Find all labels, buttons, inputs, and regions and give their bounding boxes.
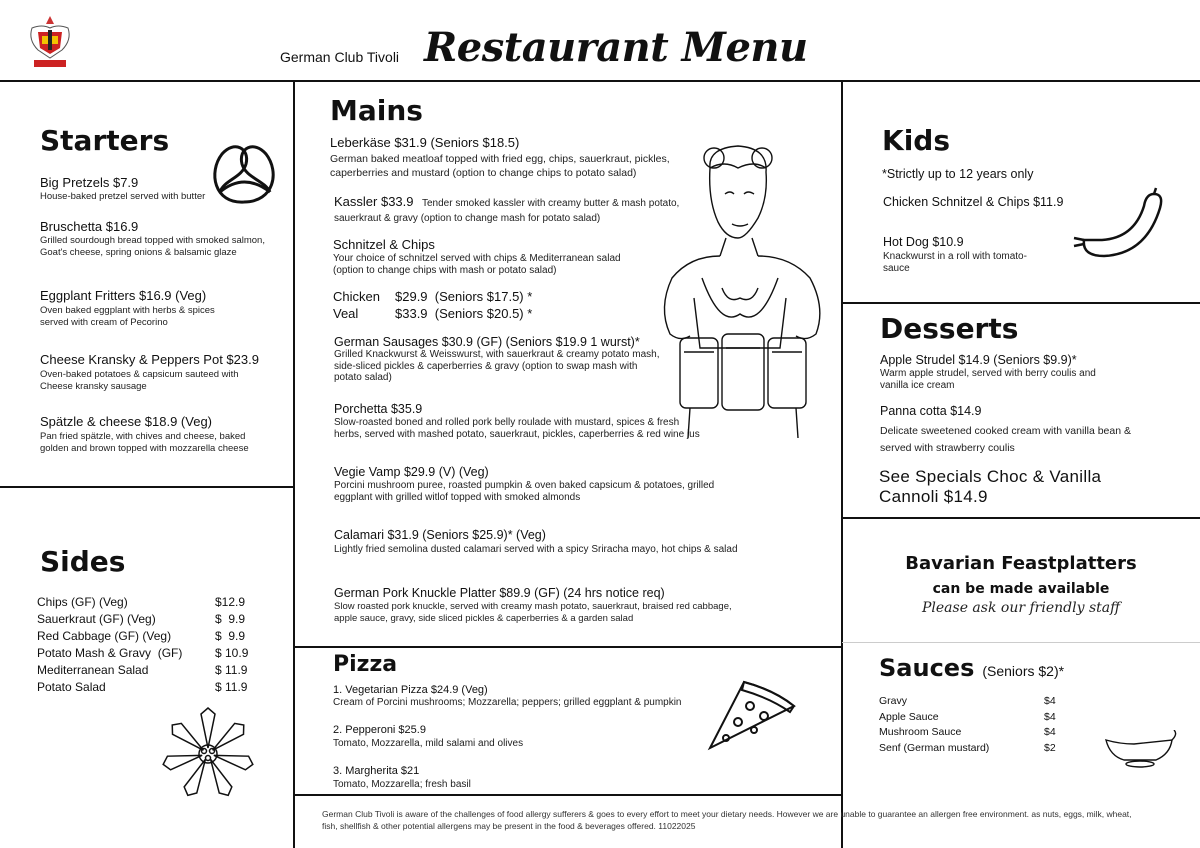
kids-item-name: Hot Dog $10.9 [883,235,964,249]
sauces-list [879,694,1059,756]
starter-desc: Oven-baked potatoes & capsicum sauteed with Cheese kransky sausage [40,369,239,392]
feast-title: Bavarian Feastplatters [905,553,1137,574]
side-row [37,628,257,645]
sauce-name: Gravy [879,695,908,707]
feast-note: Please ask our friendly staff [921,600,1121,616]
sauce-row [879,694,1059,710]
left-column-divider [293,80,295,848]
club-name: German Club Tivoli [280,49,400,65]
sauces-heading: Sauces [879,654,975,682]
side-price: $ 11.9 [215,663,248,677]
side-row [37,594,257,611]
edelweiss-illustration [158,704,258,804]
allergy-notice: German Club Tivoli is aware of the challenges of food allergy sufferers & goes to every effort to meet your dietary needs. However we are unable to guarantee an allergen free environment. as nuts, eggs, milk, wheat, fish, shellfish & other potential allergens may be present in the food & beverages offered. 11022025 [322,809,1132,831]
sauce-row [879,741,1059,757]
main-name: Porchetta $35.9 [334,402,423,416]
dessert-desc: Delicate sweetened cooked cream with vanilla bean & served with strawberry coulis [880,425,1131,454]
kids-heading: Kids [882,124,951,157]
main-name: Kassler $33.9 [334,194,414,209]
pizza-slice-illustration [704,676,800,756]
main-desc: Slow roasted pork knuckle, served with creamy mash potato, sauerkraut, braised red cabbage, apple sauce, gravy, side sliced pickles & caperberries & a garden salad [334,601,732,624]
main-desc: Lightly fried semolina dusted calamari served with a spicy Sriracha mayo, hot chips & salad [334,544,738,555]
side-price: $ 9.9 [215,612,246,626]
schnitzel-price: $29.9 (Seniors $17.5) * [395,289,533,304]
main-desc: Slow-roasted boned and rolled pork belly roulade with mustard, spices & fresh herbs, served with mashed potato, sauerkraut, pickles, caperberries & red wine jus [334,417,700,440]
right-column-divider [841,80,843,848]
side-price: $ 9.9 [215,629,246,643]
sides-list [37,594,257,696]
main-name: Schnitzel & Chips [333,237,435,252]
kids-item-name: Chicken Schnitzel & Chips $11.9 [883,195,1064,209]
dessert-desc: Warm apple strudel, served with berry coulis and vanilla ice cream [880,368,1096,391]
desserts-feast-divider [842,517,1200,519]
header-divider [0,80,1200,82]
starter-name: Big Pretzels $7.9 [40,175,139,190]
menu-title: Restaurant Menu [424,24,808,71]
sauces-heading-row [879,654,1064,682]
feast-subtitle: can be made available [932,581,1110,597]
side-name: Red Cabbage (GF) (Veg) [37,629,172,643]
club-logo [24,10,76,70]
side-row [37,645,257,662]
starter-name: Eggplant Fritters $16.9 (Veg) [40,288,207,303]
side-price: $ 11.9 [215,680,248,694]
sauce-row [879,725,1059,741]
schnitzel-veal-row [333,306,532,321]
side-row [37,662,257,679]
side-name: Potato Mash & Gravy (GF) [37,646,183,660]
schnitzel-price: $33.9 (Seniors $20.5) * [395,306,533,321]
sauce-name: Apple Sauce [879,710,939,723]
pizza-desc: Tomato, Mozzarella; fresh basil [333,779,471,790]
gravy-boat-illustration [1100,730,1180,770]
main-name: Vegie Vamp $29.9 (V) (Veg) [334,465,489,479]
starters-sides-divider [0,486,294,488]
starter-name: Spätzle & cheese $18.9 (Veg) [40,414,213,429]
schnitzel-chicken-row [333,289,532,304]
main-name: German Sausages $30.9 (GF) (Seniors $19.9 1 wurst)* [334,335,640,349]
pizza-desc: Tomato, Mozzarella, mild salami and olives [333,738,524,749]
waitress-illustration [650,138,840,468]
main-desc: Your choice of schnitzel served with chips & Mediterranean salad (option to change chips with mash or potato salad) [333,253,621,276]
pizza-name: 3. Margherita $21 [333,765,420,777]
main-desc: German baked meatloaf topped with fried egg, chips, sauerkraut, pickles, caperberries and mustard (option to change chips to potato salad) [330,153,670,179]
dessert-name: Apple Strudel $14.9 (Seniors $9.9)* [880,353,1077,367]
sauces-seniors: (Seniors $2)* [982,663,1065,679]
main-name: Calamari $31.9 (Seniors $25.9)* (Veg) [334,528,546,542]
kids-desserts-divider [842,302,1200,304]
main-name: German Pork Knuckle Platter $89.9 (GF) (24 hrs notice req) [334,586,665,600]
feast-sauces-divider [842,642,1200,643]
main-desc: Tender smoked kassler with creamy butter & mash potato, sauerkraut & gravy (option to change mash for potato salad) [334,198,680,224]
starter-desc: Oven baked eggplant with herbs & spices served with cream of Pecorino [40,305,215,328]
sauce-price: $4 [1044,726,1056,738]
footer-divider [294,794,842,796]
side-price: $12.9 [215,595,246,609]
dessert-special: See Specials Choc & Vanilla Cannoli $14.9 [879,467,1102,506]
starter-name: Cheese Kransky & Peppers Pot $23.9 [40,352,259,367]
side-row [37,679,257,696]
sides-heading: Sides [40,545,126,578]
pizza-name: 1. Vegetarian Pizza $24.9 (Veg) [333,684,488,696]
side-name: Mediterranean Salad [37,663,149,677]
sausage-illustration [1070,186,1170,262]
sauce-price: $4 [1044,710,1056,723]
side-name: Sauerkraut (GF) (Veg) [37,612,156,626]
side-name: Potato Salad [37,680,106,694]
pizza-name: 2. Pepperoni $25.9 [333,724,426,736]
dessert-name: Panna cotta $14.9 [880,404,982,418]
sauce-name: Senf (German mustard) [879,741,990,754]
sauce-name: Mushroom Sauce [879,726,962,738]
starter-desc: Grilled sourdough bread topped with smoked salmon, Goat's cheese, spring onions & balsamic glaze [40,235,265,258]
side-name: Chips (GF) (Veg) [37,595,128,609]
mains-heading: Mains [330,94,423,127]
sauce-price: $4 [1044,695,1056,707]
starters-heading: Starters [40,124,170,157]
pizza-desc: Cream of Porcini mushrooms; Mozzarella; peppers; grilled eggplant & pumpkin [333,697,682,708]
side-price: $ 10.9 [215,646,249,660]
schnitzel-type: Chicken [333,289,380,304]
starter-name: Bruschetta $16.9 [40,219,139,234]
sauce-row [879,710,1059,726]
main-name: Leberkäse $31.9 (Seniors $18.5) [330,135,520,150]
starter-desc: House-baked pretzel served with butter [40,191,206,202]
kids-note: *Strictly up to 12 years only [882,167,1034,181]
schnitzel-type: Veal [333,306,359,321]
side-row [37,611,257,628]
pizza-heading: Pizza [333,652,398,677]
main-desc: Grilled Knackwurst & Weisswurst, with sauerkraut & creamy potato mash, side-sliced pickles & caperberries & gravy (option to swap mash with potato salad) [334,349,660,383]
main-desc: Porcini mushroom puree, roasted pumpkin & oven baked capsicum & potatoes, grilled eggplant with grilled witlof topped with smoked almonds [334,480,715,503]
starter-desc: Pan fried spätzle, with chives and cheese, baked golden and brown topped with mozzarella cheese [40,431,249,454]
kids-item-desc: Knackwurst in a roll with tomato-sauce [883,251,1027,274]
mains-pizza-divider [294,646,842,648]
sauce-price: $2 [1044,741,1056,754]
desserts-heading: Desserts [880,312,1019,345]
